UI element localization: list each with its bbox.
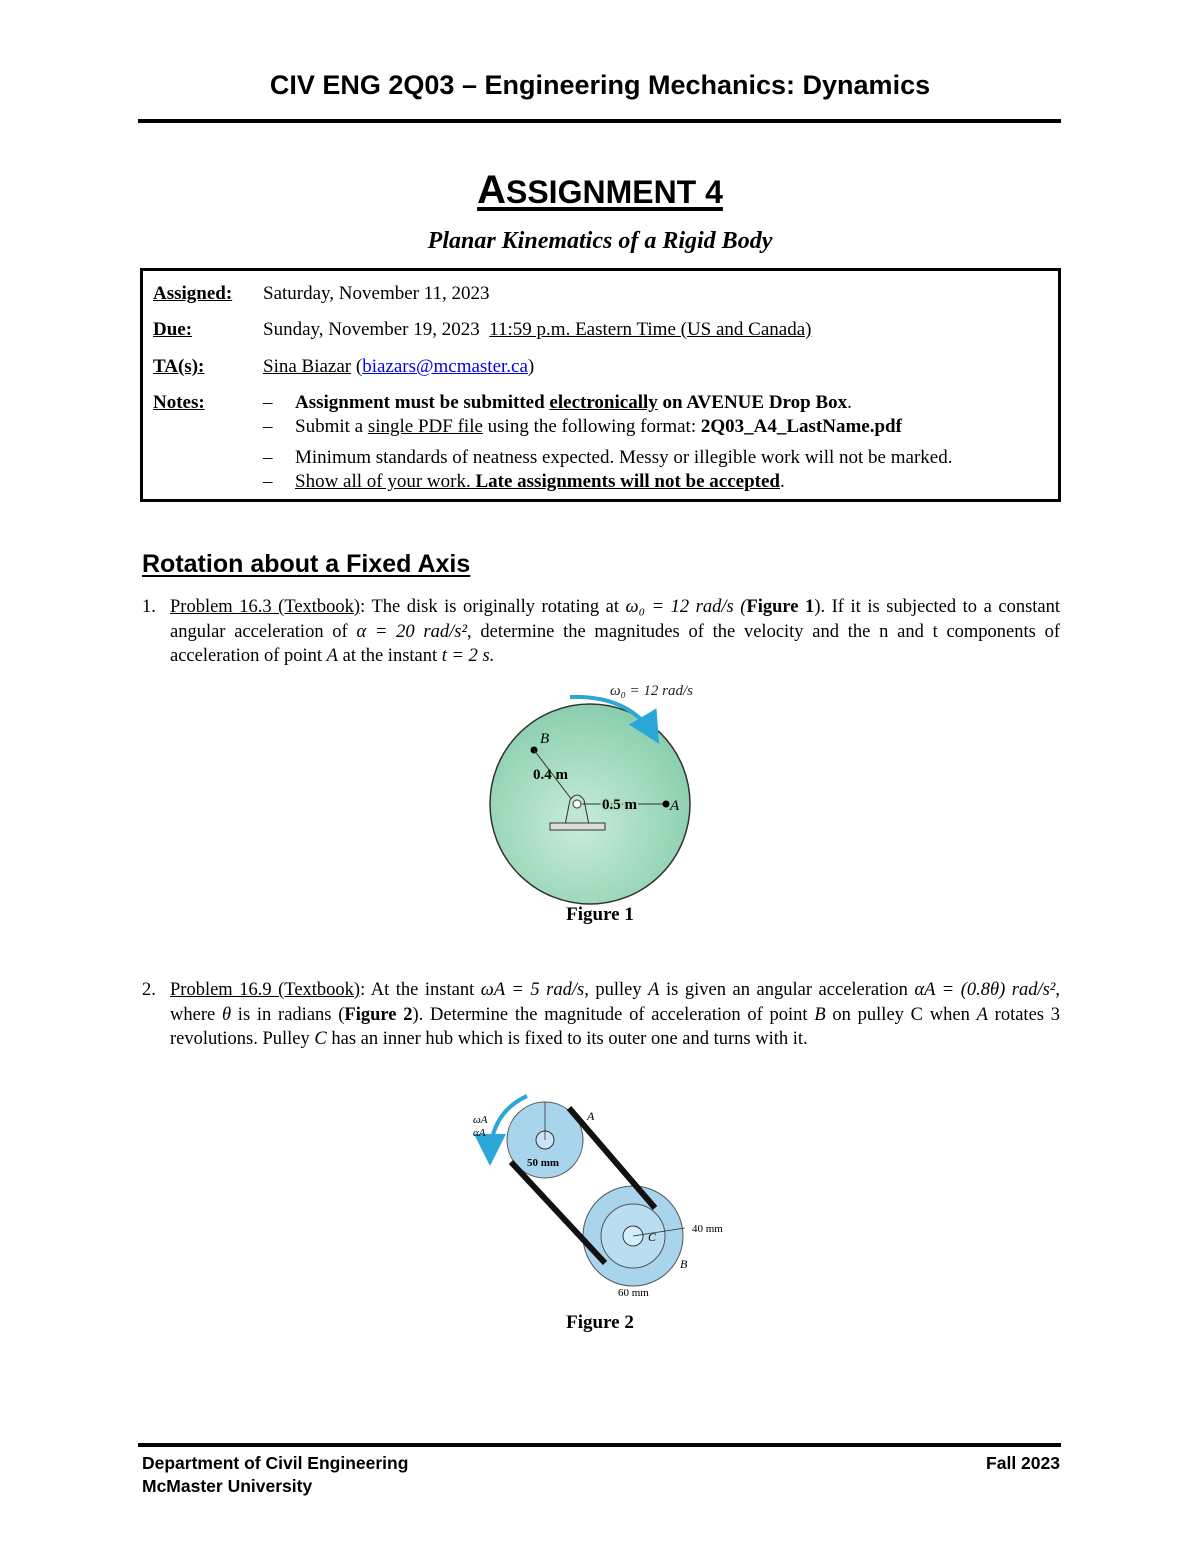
assigned-label: Assigned: [153, 283, 233, 304]
note-2-c: using the following format: [482, 416, 701, 437]
note-2-filename: 2Q03_A4_LastName.pdf [700, 416, 902, 437]
note-4 [263, 471, 785, 493]
radius-A-label: 0.5 m [602, 797, 637, 813]
ta-email-link[interactable]: biazars@mcmaster.ca [362, 356, 528, 377]
problem-2-figref: Figure 2 [344, 1004, 413, 1025]
note-dash: – [263, 416, 273, 437]
assignment-title-cap: A [477, 168, 506, 212]
note-1-b: electronically [549, 392, 658, 413]
point-A [663, 801, 670, 808]
assignment-title [0, 168, 1200, 213]
note-1-d: . [847, 392, 852, 413]
problem-1 [142, 595, 1060, 670]
alphaA-label: αA [473, 1127, 486, 1139]
problem-2-text9: has an inner hub which is fixed to its outer one and turns with it. [326, 1029, 808, 1049]
note-4-b: Late assignments will not be accepted [470, 471, 780, 492]
problem-1-ref: Problem 16.3 (Textbook) [170, 597, 361, 617]
figure-1-caption: Figure 1 [566, 904, 634, 925]
figure-1-disk-diagram [470, 675, 740, 905]
label-B: B [680, 1257, 688, 1271]
problem-2-A2: A [976, 1004, 988, 1025]
note-2-b: single PDF file [367, 416, 483, 437]
due-label: Due: [153, 319, 193, 340]
ta-name: Sina Biazar [263, 356, 352, 377]
course-title: CIV ENG 2Q03 – Engineering Mechanics: Dynamics [269, 70, 931, 100]
problem-2-theta: θ [221, 1004, 232, 1025]
notes-label: Notes: [153, 392, 205, 413]
problem-2-text7: on pulley C when [825, 1004, 977, 1025]
note-4-c: . [780, 471, 785, 492]
label-B: B [540, 731, 550, 747]
due-time: 11:59 p.m. Eastern Time (US and Canada) [489, 319, 812, 340]
problem-2-omegaA: ωA = 5 rad/s [480, 980, 585, 1000]
note-dash: – [263, 447, 273, 468]
note-1-c: on AVENUE Drop Box [657, 392, 848, 413]
problem-2-C: C [314, 1029, 327, 1049]
problem-1-number: 1. [142, 597, 156, 617]
radius-40-label: 40 mm [692, 1223, 723, 1235]
section-heading: Rotation about a Fixed Axis [142, 550, 471, 578]
problem-1-figref: Figure 1 [746, 597, 815, 617]
header-divider [138, 119, 1061, 123]
ta-label: TA(s): [153, 356, 205, 377]
problem-2 [142, 978, 1060, 1078]
omega0-label: ω₀ = 12 rad/s [610, 683, 694, 699]
problem-2-text1: : At the instant [360, 980, 481, 1000]
problem-2-text6: ). Determine the magnitude of acceleration of point [412, 1004, 815, 1025]
note-1-a: Assignment must be submitted [295, 392, 550, 413]
note-2 [263, 416, 902, 438]
problem-2-alphaA: αA = (0.8θ) rad/s² [914, 980, 1056, 1000]
problem-1-pointA: A [326, 646, 338, 666]
problem-1-text3: , determine the magnitudes of the velocity and the n and t components of acceleration of point [170, 621, 1061, 666]
radius-B-label: 0.4 m [533, 767, 568, 783]
problem-1-body [170, 595, 1060, 669]
assignment-info-box [140, 268, 1061, 502]
assignment-title-rest: SSIGNMENT 4 [505, 174, 723, 210]
assigned-value: Saturday, November 11, 2023 [263, 283, 490, 304]
footer-term: Fall 2023 [986, 1453, 1060, 1473]
figure-2-caption: Figure 2 [566, 1312, 634, 1333]
note-4-a: Show all of your work. [295, 471, 471, 492]
problem-2-text2: , pulley [584, 980, 649, 1000]
figure-2-pulley-diagram [465, 1088, 745, 1303]
footer-divider [138, 1443, 1061, 1447]
note-dash: – [263, 392, 273, 413]
due-value [263, 319, 811, 341]
label-C: C [648, 1230, 657, 1244]
assignment-subtitle: Planar Kinematics of a Rigid Body [427, 228, 773, 254]
note-3-text: Minimum standards of neatness expected. Messy or illegible work will not be marked. [295, 447, 953, 468]
omegaA-label: ωA [473, 1114, 488, 1126]
due-date: Sunday, November 19, 2023 [263, 319, 480, 340]
problem-2-text5: is in radians ( [231, 1004, 345, 1025]
problem-1-t: t = 2 s. [441, 646, 495, 666]
problem-1-text4: at the instant [337, 646, 442, 666]
footer-university: McMaster University [142, 1476, 313, 1496]
ta-value: Sina Biazar (biazars@mcmaster.ca) [263, 356, 535, 377]
problem-1-alpha: α = 20 rad/s² [356, 621, 467, 642]
problem-2-text4: , where [170, 980, 1060, 1025]
problem-1-omega0: ω₀ = 12 rad/s ( [625, 597, 747, 617]
support-base [550, 823, 605, 830]
problem-2-A: A [648, 980, 660, 1000]
problem-2-ref: Problem 16.9 (Textbook) [170, 980, 361, 1000]
problem-2-text3: is given an angular acceleration [659, 980, 915, 1000]
note-3 [263, 447, 952, 469]
note-dash: – [263, 471, 273, 492]
problem-2-text8: rotates 3 revolutions. Pulley [170, 1004, 1060, 1049]
pin [573, 800, 581, 808]
note-2-a: Submit a [295, 416, 368, 437]
problem-1-text2: ). If it is subjected to a constant angular acceleration of [170, 597, 1061, 642]
note-1 [263, 392, 852, 414]
radius-60-label: 60 mm [618, 1287, 649, 1299]
radius-50-label: 50 mm [527, 1157, 560, 1169]
problem-2-body [170, 978, 1060, 1052]
label-A: A [587, 1109, 595, 1123]
problem-1-text1: : The disk is originally rotating at [360, 597, 626, 617]
problem-2-B: B [814, 1004, 826, 1025]
label-A: A [670, 798, 680, 814]
problem-2-number: 2. [142, 980, 156, 1000]
footer-department: Department of Civil Engineering [142, 1453, 409, 1473]
